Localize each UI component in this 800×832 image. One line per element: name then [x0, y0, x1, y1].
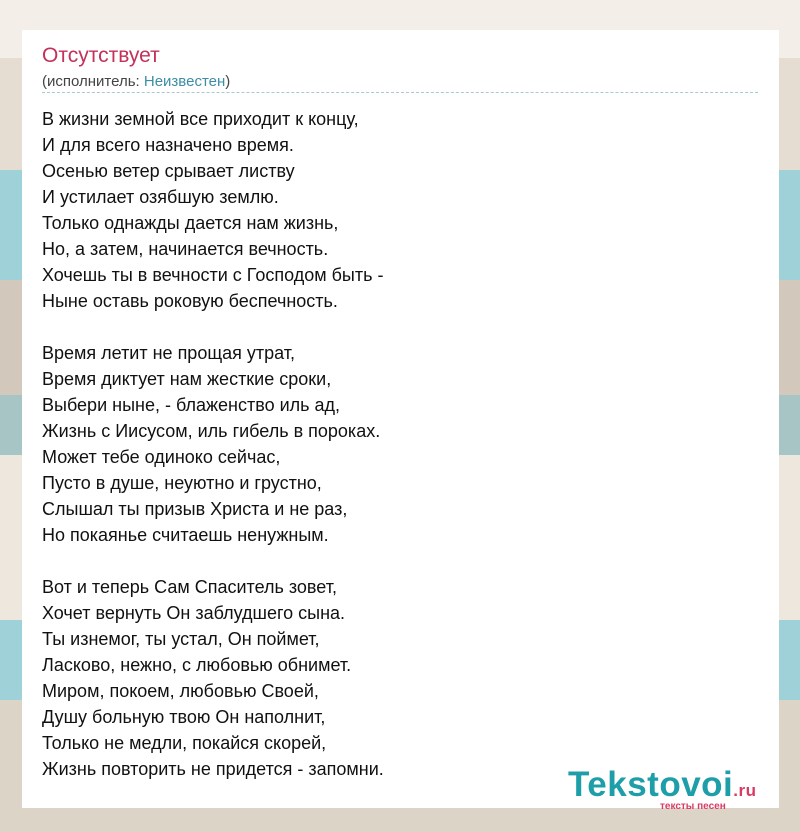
lyric-line: Слышал ты призыв Христа и не раз, [42, 499, 348, 519]
lyrics-body [42, 106, 742, 808]
lyric-line: Может тебе одиноко сейчас, [42, 447, 281, 467]
lyric-line: Хочет вернуть Он заблудшего сына. [42, 603, 346, 623]
lyric-line: Осенью ветер срывает листву [42, 161, 295, 181]
artist-line [42, 73, 230, 90]
artist-prefix: (исполнитель: [42, 73, 144, 90]
lyric-line: Ласково, нежно, с любовью обнимет. [42, 655, 352, 675]
lyric-line: Только не медли, покайся скорей, [42, 733, 327, 753]
lyrics-card [22, 30, 779, 808]
lyric-line: И для всего назначено время. [42, 135, 294, 155]
logo-wordmark [568, 765, 757, 805]
artist-link[interactable]: Неизвестен [143, 73, 226, 90]
lyric-line: Пусто в душе, неуютно и грустно, [42, 473, 322, 493]
lyric-line: Ты изнемог, ты устал, Он поймет, [42, 629, 320, 649]
title-divider [42, 92, 758, 93]
song-title: Отсутствует [42, 44, 160, 67]
lyric-line: Миром, покоем, любовью Своей, [42, 681, 319, 701]
lyric-line: Но, а затем, начинается вечность. [42, 239, 329, 259]
lyric-line: Ныне оставь роковую беспечность. [42, 291, 338, 311]
lyric-line: Жизнь с Иисусом, иль гибель в пороках. [42, 421, 381, 441]
lyric-line: Но покаянье считаешь ненужным. [42, 525, 329, 545]
lyric-line: В жизни земной все приходит к концу, [42, 109, 359, 129]
logo-name: Tekstovoi [568, 765, 734, 804]
stanza [42, 106, 742, 314]
lyric-line: Время диктует нам жесткие сроки, [42, 369, 332, 389]
lyric-line: Хочешь ты в вечности с Господом быть - [42, 265, 384, 285]
logo-domain: .ru [733, 781, 757, 800]
site-logo[interactable] [568, 765, 778, 815]
lyric-line: Жизнь повторить не придется - запомни. [42, 759, 384, 779]
lyric-line: И устилает озябшую землю. [42, 187, 279, 207]
lyric-line: Вот и теперь Сам Спаситель зовет, [42, 577, 337, 597]
artist-suffix: ) [225, 73, 231, 90]
lyric-line: Выбери ныне, - блаженство иль ад, [42, 395, 341, 415]
stanza [42, 340, 742, 548]
lyric-line: Время летит не прощая утрат, [42, 343, 296, 363]
logo-tagline: тексты песен [660, 801, 726, 812]
lyric-line: Душу больную твою Он наполнит, [42, 707, 326, 727]
stanza [42, 574, 742, 782]
lyric-line: Только однажды дается нам жизнь, [42, 213, 339, 233]
